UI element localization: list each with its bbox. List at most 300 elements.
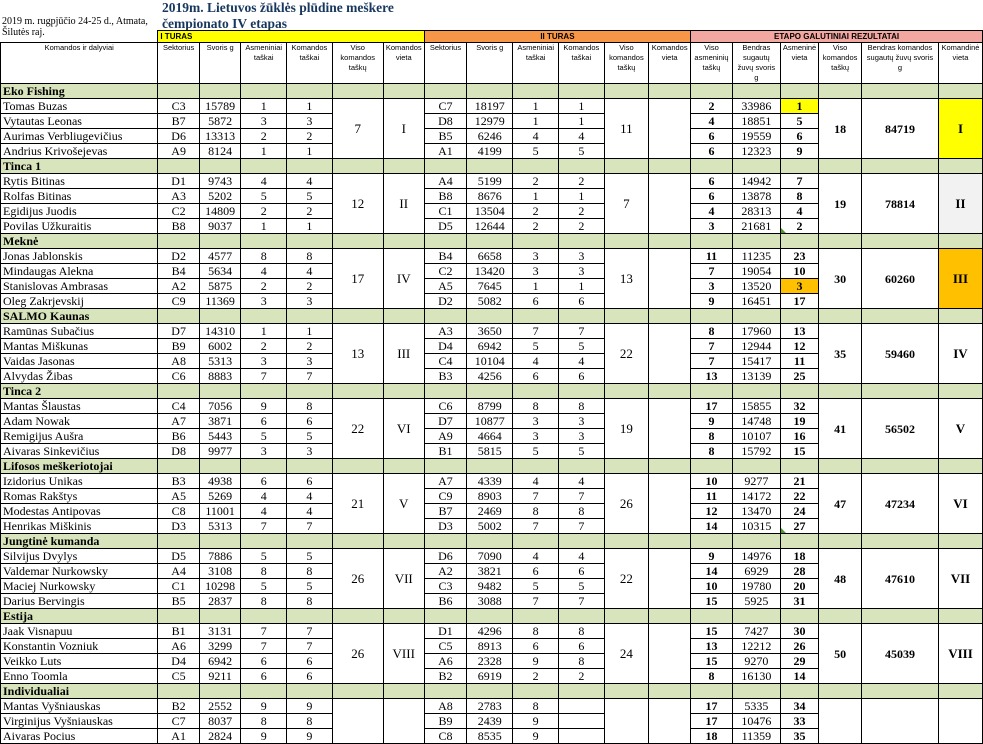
team-place-2	[649, 474, 691, 534]
total-personal-points: 4	[691, 204, 733, 219]
sector-1: C8	[158, 504, 200, 519]
total-weight: 12944	[732, 339, 780, 354]
sector-1: C1	[158, 579, 200, 594]
team-header-cell	[199, 234, 240, 249]
team-header-cell	[649, 159, 691, 174]
personal-points-1: 5	[241, 549, 287, 564]
sector-1: A6	[158, 639, 200, 654]
personal-points-1: 2	[241, 279, 287, 294]
team-header-cell	[649, 609, 691, 624]
weight-2: 6658	[467, 249, 513, 264]
sector-1: B2	[158, 699, 200, 714]
personal-points-1: 4	[241, 264, 287, 279]
sector-2: A5	[424, 279, 467, 294]
personal-points-2: 2	[513, 219, 559, 234]
team-header-cell	[241, 234, 287, 249]
personal-points-2: 1	[513, 189, 559, 204]
team-header-cell	[424, 459, 467, 474]
sector-1: A3	[158, 189, 200, 204]
participant-name: Alvydas Žibas	[1, 369, 158, 384]
sector-2: D3	[424, 519, 467, 534]
team-points-2: 5	[559, 444, 605, 459]
team-points-1: 2	[287, 339, 333, 354]
personal-place: 29	[780, 654, 818, 669]
personal-points-2: 7	[513, 324, 559, 339]
team-header-cell	[158, 609, 200, 624]
sector-2: C1	[424, 204, 467, 219]
team-header-cell	[691, 384, 733, 399]
team-points-2: 2	[559, 219, 605, 234]
team-points-2: 4	[559, 549, 605, 564]
sector-2: B6	[424, 594, 467, 609]
participant-name: Mantas Miškunas	[1, 339, 158, 354]
team-points-1: 5	[287, 549, 333, 564]
personal-points-1: 2	[241, 339, 287, 354]
team-total-weight: 45039	[861, 624, 938, 684]
total-weight: 5335	[732, 699, 780, 714]
team-points-2: 7	[559, 519, 605, 534]
team-header-cell	[424, 159, 467, 174]
sector-2: B2	[424, 669, 467, 684]
personal-points-2: 5	[513, 444, 559, 459]
team-header-cell	[332, 459, 383, 474]
team-header-cell	[467, 159, 513, 174]
sector-2: D7	[424, 414, 467, 429]
team-header-cell	[241, 384, 287, 399]
personal-points-1: 6	[241, 474, 287, 489]
personal-points-2: 9	[513, 654, 559, 669]
team-header-cell	[467, 684, 513, 699]
col-weight-1: Svoris g	[199, 43, 240, 84]
col-team-total-weight: Bendras komandos sugautų žuvų svoris g	[861, 43, 938, 84]
team-final-place: V	[938, 399, 982, 459]
team-header-cell	[199, 459, 240, 474]
participant-name: Henrikas Miškinis	[1, 519, 158, 534]
team-header-cell	[513, 534, 559, 549]
team-header-cell	[199, 684, 240, 699]
personal-points-1: 3	[241, 444, 287, 459]
sector-1: B1	[158, 624, 200, 639]
personal-place: 16	[780, 429, 818, 444]
total-personal-points: 18	[691, 729, 733, 744]
team-points-1: 3	[287, 354, 333, 369]
weight-2: 4339	[467, 474, 513, 489]
sector-1: D6	[158, 129, 200, 144]
total-team-points-1: 7	[332, 99, 383, 159]
team-header-cell	[383, 684, 424, 699]
team-header-cell	[938, 159, 982, 174]
sector-1: D8	[158, 444, 200, 459]
team-header-cell	[287, 234, 333, 249]
title-line-2: čempionato IV etapas	[162, 16, 288, 31]
personal-points-2: 4	[513, 354, 559, 369]
total-weight: 28313	[732, 204, 780, 219]
team-points-2	[559, 729, 605, 744]
team-points-1: 7	[287, 519, 333, 534]
team-points-2: 8	[559, 399, 605, 414]
weight-2: 8799	[467, 399, 513, 414]
team-header-cell	[424, 309, 467, 324]
team-points-2: 1	[559, 99, 605, 114]
total-team-points-2: 13	[604, 249, 649, 309]
weight-1: 8037	[199, 714, 240, 729]
weight-2: 13504	[467, 204, 513, 219]
sector-2: C4	[424, 354, 467, 369]
final-team-points: 30	[819, 249, 862, 309]
team-header-cell	[467, 459, 513, 474]
participant-name: Tomas Buzas	[1, 99, 158, 114]
team-header-cell	[691, 309, 733, 324]
team-header-cell	[732, 534, 780, 549]
personal-points-2: 8	[513, 399, 559, 414]
sector-1: D7	[158, 324, 200, 339]
team-header-cell	[241, 159, 287, 174]
participant-name: Mantas Šlaustas	[1, 399, 158, 414]
col-total-weight: Bendras sugautų žuvų svoris g	[732, 43, 780, 84]
participant-row	[1, 399, 983, 414]
personal-place: 26	[780, 639, 818, 654]
team-header-cell	[513, 234, 559, 249]
personal-points-1: 1	[241, 99, 287, 114]
total-weight: 15855	[732, 399, 780, 414]
weight-2: 2783	[467, 699, 513, 714]
team-points-2: 7	[559, 489, 605, 504]
team-total-weight: 56502	[861, 399, 938, 459]
team-points-1: 9	[287, 699, 333, 714]
personal-points-1: 6	[241, 654, 287, 669]
total-team-points-2: 22	[604, 549, 649, 609]
col-weight-2: Svoris g	[467, 43, 513, 84]
team-header-row	[1, 684, 983, 699]
sector-1: D2	[158, 249, 200, 264]
personal-place: 23	[780, 249, 818, 264]
team-header-cell	[780, 309, 818, 324]
weight-1: 14809	[199, 204, 240, 219]
sector-1: A7	[158, 414, 200, 429]
weight-2: 2439	[467, 714, 513, 729]
weight-2: 4664	[467, 429, 513, 444]
total-personal-points: 4	[691, 114, 733, 129]
personal-points-1: 9	[241, 399, 287, 414]
team-points-1: 4	[287, 174, 333, 189]
weight-2: 3088	[467, 594, 513, 609]
total-personal-points: 7	[691, 354, 733, 369]
sector-2: D5	[424, 219, 467, 234]
team-header-cell	[158, 534, 200, 549]
team-header-cell	[780, 609, 818, 624]
team-header-cell	[383, 609, 424, 624]
personal-place: 28	[780, 564, 818, 579]
total-weight: 13470	[732, 504, 780, 519]
team-total-weight: 47234	[861, 474, 938, 534]
col-team-points-2: Komandos taškai	[559, 43, 605, 84]
personal-points-2: 2	[513, 174, 559, 189]
personal-points-1: 1	[241, 144, 287, 159]
team-header-cell	[332, 159, 383, 174]
participant-name: Virginijus Vyšniauskas	[1, 714, 158, 729]
personal-points-1: 2	[241, 204, 287, 219]
total-weight: 33986	[732, 99, 780, 114]
total-personal-points: 17	[691, 699, 733, 714]
team-header-cell	[158, 309, 200, 324]
weight-1: 3108	[199, 564, 240, 579]
team-header-cell	[819, 384, 862, 399]
weight-1: 2552	[199, 699, 240, 714]
band-tour2: II TURAS	[424, 31, 690, 43]
sector-1: B7	[158, 114, 200, 129]
team-place-1: IV	[383, 249, 424, 309]
team-header-cell	[938, 234, 982, 249]
sector-2: D6	[424, 549, 467, 564]
team-name: Lifosos meškeriotojai	[1, 459, 158, 474]
weight-2: 4256	[467, 369, 513, 384]
team-header-cell	[861, 609, 938, 624]
weight-1: 3131	[199, 624, 240, 639]
weight-1: 14310	[199, 324, 240, 339]
team-header-cell	[383, 84, 424, 99]
sector-2: B7	[424, 504, 467, 519]
total-personal-points: 8	[691, 444, 733, 459]
team-header-cell	[241, 309, 287, 324]
weight-1: 8883	[199, 369, 240, 384]
personal-points-1: 4	[241, 504, 287, 519]
weight-1: 8124	[199, 144, 240, 159]
team-header-cell	[287, 84, 333, 99]
personal-place: 31	[780, 594, 818, 609]
weight-1: 5313	[199, 354, 240, 369]
personal-points-1: 9	[241, 729, 287, 744]
sector-2: C5	[424, 639, 467, 654]
team-header-cell	[467, 609, 513, 624]
team-header-cell	[604, 159, 649, 174]
team-name: Estija	[1, 609, 158, 624]
weight-2: 4199	[467, 144, 513, 159]
personal-points-1: 7	[241, 369, 287, 384]
team-header-cell	[732, 234, 780, 249]
participant-name: Izidorius Unikas	[1, 474, 158, 489]
weight-1: 5634	[199, 264, 240, 279]
weight-2: 8903	[467, 489, 513, 504]
personal-place: 18	[780, 549, 818, 564]
team-points-2: 6	[559, 564, 605, 579]
team-header-cell	[649, 384, 691, 399]
total-weight: 16451	[732, 294, 780, 309]
total-personal-points: 17	[691, 399, 733, 414]
team-header-cell	[383, 159, 424, 174]
weight-1: 7886	[199, 549, 240, 564]
team-header-cell	[559, 159, 605, 174]
participant-name: Andrius Krivošejevas	[1, 144, 158, 159]
team-header-cell	[938, 684, 982, 699]
team-header-cell	[732, 84, 780, 99]
team-header-cell	[861, 84, 938, 99]
team-header-cell	[604, 459, 649, 474]
total-weight: 12323	[732, 144, 780, 159]
total-team-points-2: 19	[604, 399, 649, 459]
personal-points-2: 1	[513, 114, 559, 129]
team-header-cell	[649, 684, 691, 699]
team-place-1: V	[383, 474, 424, 534]
team-points-1: 1	[287, 99, 333, 114]
col-team-place-2: Komandos vieta	[649, 43, 691, 84]
total-weight: 13878	[732, 189, 780, 204]
team-points-2: 7	[559, 594, 605, 609]
participant-name: Aivaras Pocius	[1, 729, 158, 744]
participant-name: Jaak Visnapuu	[1, 624, 158, 639]
weight-1: 2824	[199, 729, 240, 744]
personal-points-2: 1	[513, 99, 559, 114]
team-header-cell	[241, 459, 287, 474]
participant-name: Aurimas Verbliugevičius	[1, 129, 158, 144]
final-team-points: 18	[819, 99, 862, 159]
team-header-cell	[199, 609, 240, 624]
participant-name: Ramūnas Subačius	[1, 324, 158, 339]
sector-1: A1	[158, 729, 200, 744]
team-header-cell	[158, 84, 200, 99]
participant-row	[1, 324, 983, 339]
team-points-1: 7	[287, 639, 333, 654]
team-points-2	[559, 714, 605, 729]
personal-points-2: 9	[513, 714, 559, 729]
team-header-cell	[649, 84, 691, 99]
sheet-title	[162, 0, 394, 32]
team-header-cell	[732, 309, 780, 324]
sector-1: B8	[158, 219, 200, 234]
sector-2: D4	[424, 339, 467, 354]
total-weight: 17960	[732, 324, 780, 339]
team-points-2: 3	[559, 264, 605, 279]
team-header-cell	[332, 609, 383, 624]
team-header-cell	[287, 384, 333, 399]
personal-points-2: 6	[513, 564, 559, 579]
weight-1: 10298	[199, 579, 240, 594]
team-header-cell	[938, 609, 982, 624]
team-header-cell	[158, 234, 200, 249]
personal-points-1: 8	[241, 594, 287, 609]
col-sector-1: Sektorius	[158, 43, 200, 84]
team-name: Tinca 1	[1, 159, 158, 174]
personal-place: 21	[780, 474, 818, 489]
team-final-place: III	[938, 249, 982, 309]
total-personal-points: 13	[691, 369, 733, 384]
team-points-2: 2	[559, 204, 605, 219]
sector-1: C2	[158, 204, 200, 219]
col-team-final-place: Komandinė vieta	[938, 43, 982, 84]
team-points-1: 8	[287, 399, 333, 414]
weight-2: 3650	[467, 324, 513, 339]
team-points-2: 5	[559, 579, 605, 594]
personal-points-1: 8	[241, 564, 287, 579]
total-weight: 14748	[732, 414, 780, 429]
team-header-cell	[559, 309, 605, 324]
column-header-row	[1, 43, 983, 84]
sector-1: B3	[158, 474, 200, 489]
weight-1: 4577	[199, 249, 240, 264]
sector-2: D2	[424, 294, 467, 309]
team-points-2: 2	[559, 669, 605, 684]
total-team-points-1: 26	[332, 549, 383, 609]
team-points-1: 1	[287, 219, 333, 234]
team-header-cell	[199, 159, 240, 174]
participant-name: Egidijus Juodis	[1, 204, 158, 219]
participant-row	[1, 249, 983, 264]
sector-2: C3	[424, 579, 467, 594]
team-header-cell	[559, 534, 605, 549]
participant-name: Enno Toomla	[1, 669, 158, 684]
sector-2: A1	[424, 144, 467, 159]
personal-points-2: 8	[513, 624, 559, 639]
total-weight: 15417	[732, 354, 780, 369]
weight-2: 8913	[467, 639, 513, 654]
team-header-cell	[513, 459, 559, 474]
team-points-1: 2	[287, 129, 333, 144]
total-personal-points: 13	[691, 639, 733, 654]
team-header-cell	[604, 234, 649, 249]
personal-place: 10	[780, 264, 818, 279]
sector-1: A8	[158, 354, 200, 369]
total-personal-points: 15	[691, 594, 733, 609]
personal-points-1: 8	[241, 249, 287, 264]
participant-name: Valdemar Nurkowsky	[1, 564, 158, 579]
weight-2: 2469	[467, 504, 513, 519]
team-points-1: 8	[287, 564, 333, 579]
team-header-cell	[604, 384, 649, 399]
team-header-cell	[467, 309, 513, 324]
team-header-cell	[467, 84, 513, 99]
team-header-cell	[383, 309, 424, 324]
sector-2: A4	[424, 174, 467, 189]
team-total-weight: 84719	[861, 99, 938, 159]
personal-place: 14	[780, 669, 818, 684]
final-team-points: 35	[819, 324, 862, 384]
col-final-team-points: Viso komandos taškų	[819, 43, 862, 84]
total-personal-points: 7	[691, 339, 733, 354]
team-header-cell	[649, 534, 691, 549]
team-header-cell	[559, 684, 605, 699]
team-name: Individualiai	[1, 684, 158, 699]
sector-1: C4	[158, 399, 200, 414]
col-total-personal-points: Viso asmeninių taškų	[691, 43, 733, 84]
personal-place: 17	[780, 294, 818, 309]
personal-points-2: 2	[513, 669, 559, 684]
weight-1: 13313	[199, 129, 240, 144]
team-points-2: 5	[559, 339, 605, 354]
sector-1: A4	[158, 564, 200, 579]
band-final: ETAPO GALUTINIAI REZULTATAI	[691, 31, 983, 43]
team-header-cell	[424, 684, 467, 699]
team-points-1: 5	[287, 189, 333, 204]
personal-place: 6	[780, 129, 818, 144]
team-header-cell	[938, 309, 982, 324]
total-weight: 14172	[732, 489, 780, 504]
team-header-cell	[819, 459, 862, 474]
team-place-2	[649, 399, 691, 459]
weight-2: 12979	[467, 114, 513, 129]
total-personal-points: 14	[691, 519, 733, 534]
personal-points-2: 6	[513, 369, 559, 384]
total-weight: 16130	[732, 669, 780, 684]
team-header-cell	[158, 459, 200, 474]
col-personal-points-2: Asmeniniai taškai	[513, 43, 559, 84]
weight-2: 10104	[467, 354, 513, 369]
team-points-2	[559, 699, 605, 714]
personal-points-1: 5	[241, 189, 287, 204]
participant-name: Silvijus Dvylys	[1, 549, 158, 564]
team-points-2: 1	[559, 114, 605, 129]
team-place-2	[649, 324, 691, 384]
participant-name: Rytis Bitinas	[1, 174, 158, 189]
team-points-1: 1	[287, 144, 333, 159]
